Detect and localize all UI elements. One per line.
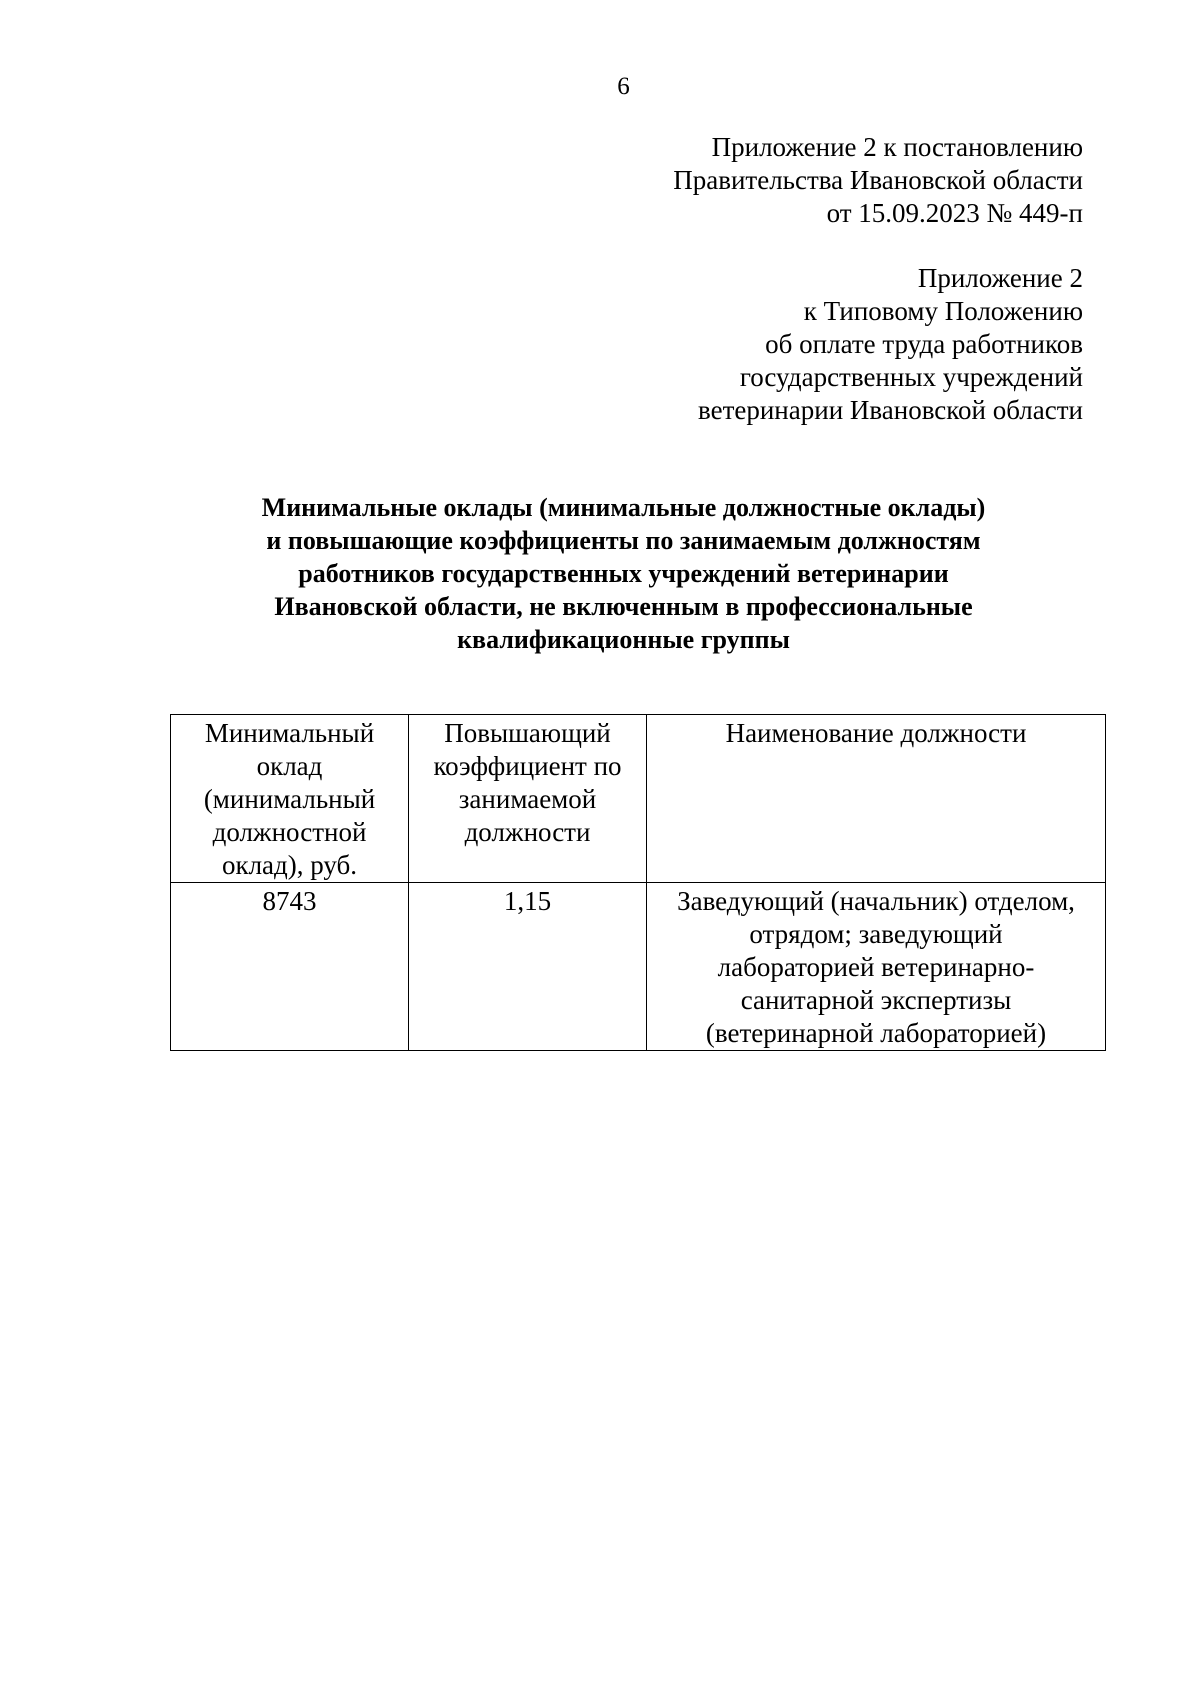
cell-position-name: [647, 883, 1106, 1051]
appendix-regulation-line: государственных учреждений: [739, 362, 1083, 392]
document-title-line: Минимальные оклады (минимальные должностные оклады): [261, 493, 986, 522]
document-title-line: работников государственных учреждений ветеринарии: [298, 559, 949, 588]
header-coefficient-line: занимаемой: [458, 784, 597, 814]
header-min-salary-line: оклад), руб.: [221, 850, 358, 880]
appendix-regulation-line: об оплате труда работников: [765, 329, 1083, 359]
appendix-resolution-block: [673, 131, 1083, 230]
appendix-regulation-block: [698, 262, 1083, 427]
header-position-name-line: Наименование должности: [725, 718, 1027, 748]
cell-position-name-line: (ветеринарной лабораторией): [705, 1018, 1047, 1048]
appendix-regulation-line: ветеринарии Ивановской области: [698, 395, 1083, 425]
header-coefficient-line: Повышающий: [444, 718, 611, 748]
header-position-name: [647, 715, 1106, 883]
appendix-regulation-line: Приложение 2: [917, 263, 1083, 293]
cell-position-name-line: отрядом; заведующий: [749, 919, 1003, 949]
table-row: [171, 883, 1106, 1051]
page-number: 6: [617, 73, 630, 100]
document-title-line: и повышающие коэффициенты по занимаемым должностям: [266, 526, 981, 555]
cell-coefficient: 1,15: [409, 883, 647, 1051]
cell-position-name-line: лабораторией ветеринарно-: [717, 952, 1035, 982]
appendix-regulation-line: к Типовому Положению: [803, 296, 1083, 326]
document-title-line: квалификационные группы: [457, 625, 790, 654]
header-min-salary-line: (минимальный: [203, 784, 376, 814]
document-title-line: Ивановской области, не включенным в профессиональные: [274, 592, 973, 621]
salary-table: [170, 714, 1106, 1051]
appendix-resolution-line: Правительства Ивановской области: [673, 165, 1083, 195]
header-min-salary-line: оклад: [256, 751, 323, 781]
table-header-row: [171, 715, 1106, 883]
header-min-salary: [171, 715, 409, 883]
header-coefficient-line: коэффициент по: [433, 751, 622, 781]
cell-position-name-line: санитарной экспертизы: [740, 985, 1012, 1015]
header-coefficient: [409, 715, 647, 883]
header-coefficient-line: должности: [464, 817, 591, 847]
cell-salary: 8743: [171, 883, 409, 1051]
cell-position-name-line: Заведующий (начальник) отделом,: [677, 886, 1075, 916]
document-title: [0, 491, 1200, 656]
appendix-resolution-line: Приложение 2 к постановлению: [711, 132, 1083, 162]
header-min-salary-line: должностной: [212, 817, 367, 847]
header-min-salary-line: Минимальный: [204, 718, 375, 748]
appendix-resolution-line: от 15.09.2023 № 449-п: [826, 198, 1083, 228]
